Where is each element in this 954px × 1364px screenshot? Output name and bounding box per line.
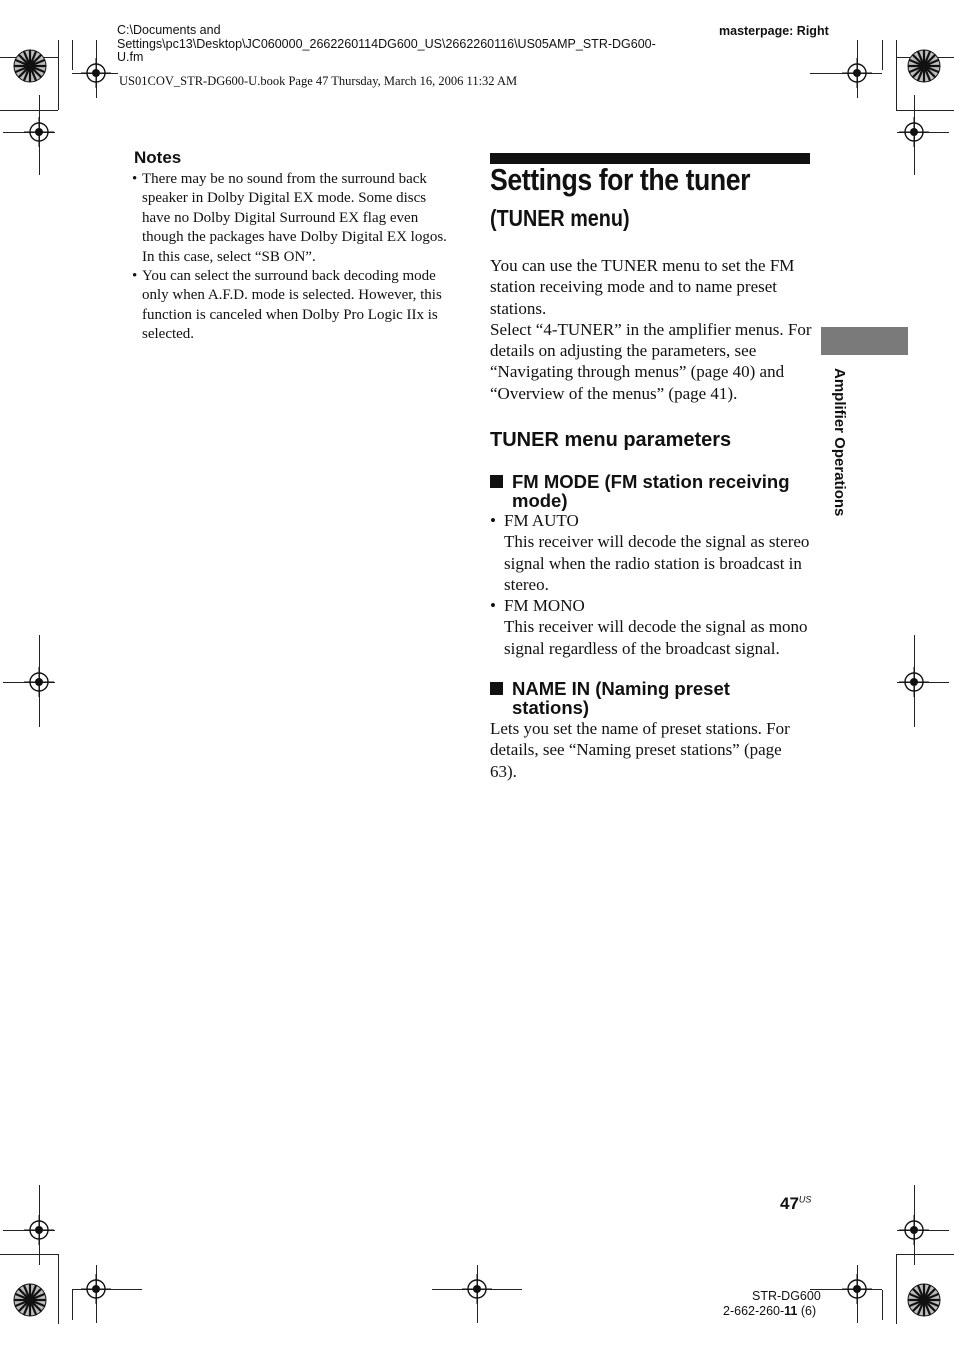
registration-target-icon xyxy=(24,1215,54,1245)
fm-option-desc: This receiver will decode the signal as mono signal regardless of the broadcast signal. xyxy=(504,617,808,658)
star-target-icon xyxy=(12,48,48,84)
registration-target-icon xyxy=(899,117,929,147)
crop-line xyxy=(896,1254,897,1324)
crop-line xyxy=(882,40,883,70)
registration-target-icon xyxy=(899,667,929,697)
side-tab-label: Amplifier Operations xyxy=(831,368,848,517)
name-in-text: Lets you set the name of preset stations. For details, see “Naming preset stations” (page 63). xyxy=(490,719,790,781)
crop-line xyxy=(58,1254,59,1324)
registration-target-icon xyxy=(842,1274,872,1304)
fm-mode-heading-text: FM MODE (FM station receiving mode) xyxy=(512,471,790,511)
crop-line xyxy=(58,40,59,110)
registration-target-icon xyxy=(24,117,54,147)
registration-target-icon xyxy=(24,667,54,697)
fm-option-item xyxy=(490,510,812,595)
crop-line xyxy=(72,1290,73,1320)
model-number: STR-DG600 xyxy=(752,1289,821,1303)
part-code-bold: 11 xyxy=(784,1304,798,1318)
notes-list xyxy=(132,170,454,345)
section-subtitle: (TUNER menu) xyxy=(490,205,630,231)
square-bullet-icon xyxy=(490,682,503,695)
crop-line xyxy=(896,40,897,110)
registration-target-icon xyxy=(462,1274,492,1304)
crop-line xyxy=(896,1254,954,1255)
fm-mode-options xyxy=(490,510,812,659)
file-path-line: Settings\pc13\Desktop\JC060000_2662260114DG600_US\2662260116\US05AMP_STR-DG600- xyxy=(117,36,656,51)
masterpage-label: masterpage: Right xyxy=(719,24,829,38)
params-heading: TUNER menu parameters xyxy=(490,429,732,451)
page-number xyxy=(780,1194,811,1214)
notes-heading: Notes xyxy=(134,148,182,167)
registration-target-icon xyxy=(899,1215,929,1245)
file-path-line: C:\Documents and xyxy=(117,23,221,37)
name-in-heading-text: NAME IN (Naming preset stations) xyxy=(512,678,730,718)
part-code xyxy=(723,1304,816,1318)
crop-line xyxy=(0,1254,58,1255)
intro-text xyxy=(490,255,812,404)
square-bullet-icon xyxy=(490,475,503,488)
crop-line xyxy=(0,110,58,111)
part-code-suffix: (6) xyxy=(797,1304,817,1318)
file-path-header xyxy=(117,24,717,65)
star-target-icon xyxy=(12,1282,48,1318)
intro-paragraph: Select “4-TUNER” in the amplifier menus. For details on adjusting the parameters, see “Navigating through menus” (page 40) and “Overview of the menus” (page 41). xyxy=(490,319,812,403)
note-item: • You can select the surround back decoding mode only when A.F.D. mode is selected. However, this function is canceled when Dolby Pro Logic IIx is selected. xyxy=(132,267,454,345)
star-target-icon xyxy=(906,1282,942,1318)
fm-mode-heading xyxy=(490,472,800,512)
name-in-heading xyxy=(490,679,800,719)
fm-option-desc: This receiver will decode the signal as stereo signal when the radio station is broadcast in stereo. xyxy=(504,532,810,594)
side-tab-marker xyxy=(821,327,908,355)
part-code-prefix: 2-662-260- xyxy=(723,1304,785,1318)
intro-paragraph: You can use the TUNER menu to set the FM station receiving mode and to name preset stations. xyxy=(490,256,795,318)
section-title: Settings for the tuner xyxy=(490,162,751,197)
note-item: • There may be no sound from the surround back speaker in Dolby Digital EX mode. Some discs have no Dolby Digital Surround EX flag even though the packages have Dolby Digital EX logos. In this case, select “SB ON”. xyxy=(132,170,454,267)
star-target-icon xyxy=(906,48,942,84)
crop-line xyxy=(72,40,73,70)
fm-option-label: FM MONO xyxy=(504,596,585,616)
crop-line xyxy=(896,110,954,111)
book-info-line: US01COV_STR-DG600-U.book Page 47 Thursday, March 16, 2006 11:32 AM xyxy=(119,74,518,88)
fm-option-label: FM AUTO xyxy=(504,511,579,530)
registration-target-icon xyxy=(81,1274,111,1304)
registration-target-icon xyxy=(81,58,111,88)
page-number-value: 47 xyxy=(780,1194,799,1213)
fm-option-item xyxy=(490,595,812,659)
crop-line xyxy=(882,1290,883,1320)
page-number-suffix: US xyxy=(798,1194,812,1205)
file-path-line: U.fm xyxy=(117,50,144,64)
registration-target-icon xyxy=(842,58,872,88)
